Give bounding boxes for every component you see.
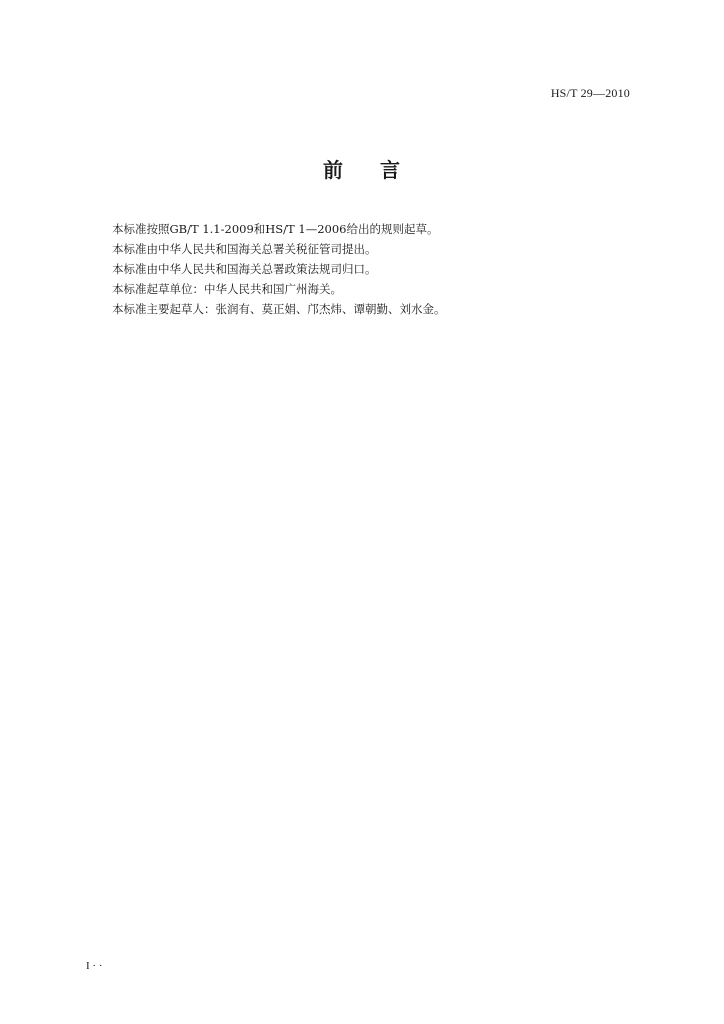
preface-line-drafting-rules: 本标准按照GB/T 1.1-2009和HS/T 1—2006给出的规则起草。	[112, 222, 439, 236]
preface-body	[112, 219, 632, 319]
preface-line-drafters: 本标准主要起草人：张润有、莫正娟、邝杰炜、谭朝勤、刘水金。	[112, 302, 446, 316]
page-title	[0, 154, 724, 183]
preface-line-proposed-by: 本标准由中华人民共和国海关总署关税征管司提出。	[112, 242, 377, 256]
preface-line-administered-by: 本标准由中华人民共和国海关总署政策法规司归口。	[112, 262, 377, 276]
preface-line-drafting-unit: 本标准起草单位：中华人民共和国广州海关。	[112, 282, 342, 296]
title-char-1: 前	[323, 158, 344, 182]
title-char-2: 言	[380, 158, 401, 182]
page-number: I · ·	[86, 960, 103, 972]
standard-code: HS/T 29—2010	[550, 86, 630, 100]
